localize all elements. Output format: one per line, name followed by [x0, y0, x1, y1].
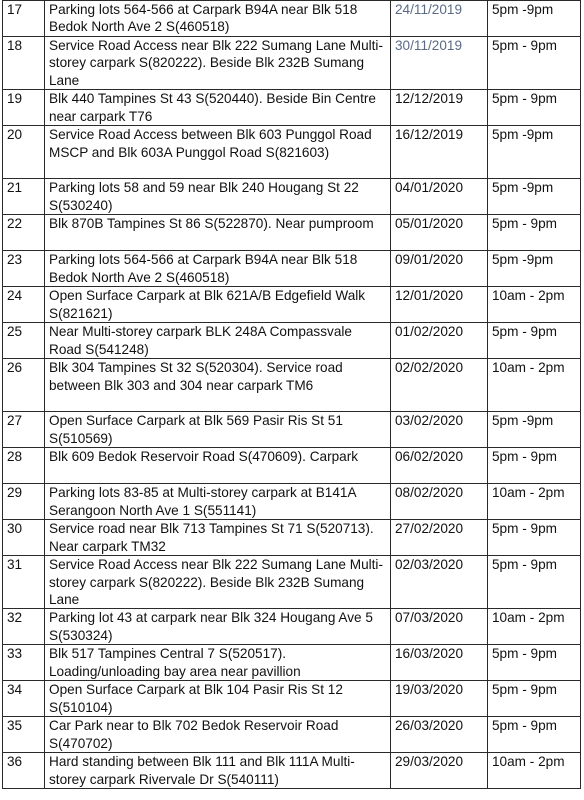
time-cell: 5pm - 9pm — [488, 556, 581, 609]
row-number-cell: 23 — [3, 251, 45, 287]
time-cell: 5pm - 9pm — [488, 37, 581, 90]
date-cell: 16/03/2020 — [391, 645, 488, 681]
table-row — [3, 520, 581, 556]
date-cell: 07/03/2020 — [391, 609, 488, 645]
row-number-cell: 35 — [3, 717, 45, 753]
table-row — [3, 323, 581, 359]
location-cell: Parking lots 564-566 at Carpark B94A near Blk 518 Bedok North Ave 2 S(460518) — [45, 1, 391, 37]
row-number-cell: 34 — [3, 681, 45, 717]
row-number-cell: 19 — [3, 90, 45, 126]
location-cell: Blk 870B Tampines St 86 S(522870). Near pumproom — [45, 215, 391, 251]
location-cell: Open Surface Carpark at Blk 104 Pasir Ris St 12 S(510104) — [45, 681, 391, 717]
row-number-cell: 17 — [3, 1, 45, 37]
location-cell: Service Road Access between Blk 603 Punggol Road MSCP and Blk 603A Punggol Road S(821603) — [45, 126, 391, 179]
location-cell: Open Surface Carpark at Blk 621A/B Edgefield Walk S(821621) — [45, 287, 391, 323]
row-number-cell: 36 — [3, 753, 45, 789]
location-cell: Car Park near to Blk 702 Bedok Reservoir Road S(470702) — [45, 717, 391, 753]
table-row — [3, 753, 581, 789]
table-row — [3, 681, 581, 717]
time-cell: 5pm - 9pm — [488, 645, 581, 681]
table-row — [3, 359, 581, 412]
time-cell: 5pm -9pm — [488, 412, 581, 448]
row-number-cell: 26 — [3, 359, 45, 412]
date-cell: 03/02/2020 — [391, 412, 488, 448]
table-row — [3, 609, 581, 645]
schedule-document — [2, 0, 580, 789]
location-cell: Parking lot 43 at carpark near Blk 324 Hougang Ave 5 S(530324) — [45, 609, 391, 645]
row-number-cell: 22 — [3, 215, 45, 251]
date-cell: 30/11/2019 — [391, 37, 488, 90]
date-cell: 26/03/2020 — [391, 717, 488, 753]
date-cell: 08/02/2020 — [391, 484, 488, 520]
table-row — [3, 412, 581, 448]
location-cell: Parking lots 58 and 59 near Blk 240 Hougang St 22 S(530240) — [45, 179, 391, 215]
row-number-cell: 28 — [3, 448, 45, 484]
date-cell: 19/03/2020 — [391, 681, 488, 717]
table-row — [3, 717, 581, 753]
date-cell: 01/02/2020 — [391, 323, 488, 359]
row-number-cell: 20 — [3, 126, 45, 179]
table-row — [3, 179, 581, 215]
table-row — [3, 287, 581, 323]
table-row — [3, 448, 581, 484]
time-cell: 10am - 2pm — [488, 287, 581, 323]
time-cell: 5pm - 9pm — [488, 90, 581, 126]
time-cell: 5pm - 9pm — [488, 448, 581, 484]
time-cell: 10am - 2pm — [488, 484, 581, 520]
table-row — [3, 556, 581, 609]
date-cell: 02/02/2020 — [391, 359, 488, 412]
row-number-cell: 30 — [3, 520, 45, 556]
row-number-cell: 27 — [3, 412, 45, 448]
table-row — [3, 1, 581, 37]
time-cell: 5pm -9pm — [488, 251, 581, 287]
time-cell: 5pm - 9pm — [488, 215, 581, 251]
table-row — [3, 90, 581, 126]
time-cell: 10am - 2pm — [488, 609, 581, 645]
time-cell: 5pm - 9pm — [488, 323, 581, 359]
table-row — [3, 126, 581, 179]
row-number-cell: 24 — [3, 287, 45, 323]
location-cell: Service road near Blk 713 Tampines St 71 S(520713). Near carpark TM32 — [45, 520, 391, 556]
time-cell: 10am - 2pm — [488, 753, 581, 789]
time-cell: 5pm - 9pm — [488, 681, 581, 717]
row-number-cell: 33 — [3, 645, 45, 681]
location-cell: Service Road Access near Blk 222 Sumang Lane Multi-storey carpark S(820222). Beside Blk 232B Sumang Lane — [45, 556, 391, 609]
row-number-cell: 18 — [3, 37, 45, 90]
time-cell: 5pm -9pm — [488, 126, 581, 179]
date-cell: 04/01/2020 — [391, 179, 488, 215]
location-cell: Blk 609 Bedok Reservoir Road S(470609). Carpark — [45, 448, 391, 484]
table-row — [3, 37, 581, 90]
date-cell: 02/03/2020 — [391, 556, 488, 609]
location-cell: Near Multi-storey carpark BLK 248A Compassvale Road S(541248) — [45, 323, 391, 359]
row-number-cell: 31 — [3, 556, 45, 609]
time-cell: 5pm -9pm — [488, 179, 581, 215]
table-row — [3, 484, 581, 520]
location-cell: Parking lots 564-566 at Carpark B94A near Blk 518 Bedok North Ave 2 S(460518) — [45, 251, 391, 287]
location-cell: Blk 440 Tampines St 43 S(520440). Beside Bin Centre near carpark T76 — [45, 90, 391, 126]
location-cell: Service Road Access near Blk 222 Sumang Lane Multi-storey carpark S(820222). Beside Blk 232B Sumang Lane — [45, 37, 391, 90]
table-row — [3, 251, 581, 287]
date-cell: 06/02/2020 — [391, 448, 488, 484]
time-cell: 5pm -9pm — [488, 1, 581, 37]
location-cell: Open Surface Carpark at Blk 569 Pasir Ris St 51 S(510569) — [45, 412, 391, 448]
row-number-cell: 25 — [3, 323, 45, 359]
schedule-table — [2, 0, 581, 789]
date-cell: 09/01/2020 — [391, 251, 488, 287]
date-cell: 12/12/2019 — [391, 90, 488, 126]
location-cell: Hard standing between Blk 111 and Blk 111A Multi-storey carpark Rivervale Dr S(540111) — [45, 753, 391, 789]
date-cell: 24/11/2019 — [391, 1, 488, 37]
location-cell: Parking lots 83-85 at Multi-storey carpark at B141A Serangoon North Ave 1 S(551141) — [45, 484, 391, 520]
location-cell: Blk 304 Tampines St 32 S(520304). Service road between Blk 303 and 304 near carpark TM6 — [45, 359, 391, 412]
date-cell: 29/03/2020 — [391, 753, 488, 789]
date-cell: 12/01/2020 — [391, 287, 488, 323]
table-row — [3, 215, 581, 251]
date-cell: 16/12/2019 — [391, 126, 488, 179]
schedule-table-body — [3, 1, 581, 789]
table-row — [3, 645, 581, 681]
row-number-cell: 32 — [3, 609, 45, 645]
location-cell: Blk 517 Tampines Central 7 S(520517). Loading/unloading bay area near pavillion — [45, 645, 391, 681]
row-number-cell: 29 — [3, 484, 45, 520]
time-cell: 10am - 2pm — [488, 359, 581, 412]
time-cell: 5pm - 9pm — [488, 717, 581, 753]
date-cell: 27/02/2020 — [391, 520, 488, 556]
row-number-cell: 21 — [3, 179, 45, 215]
date-cell: 05/01/2020 — [391, 215, 488, 251]
time-cell: 5pm - 9pm — [488, 520, 581, 556]
